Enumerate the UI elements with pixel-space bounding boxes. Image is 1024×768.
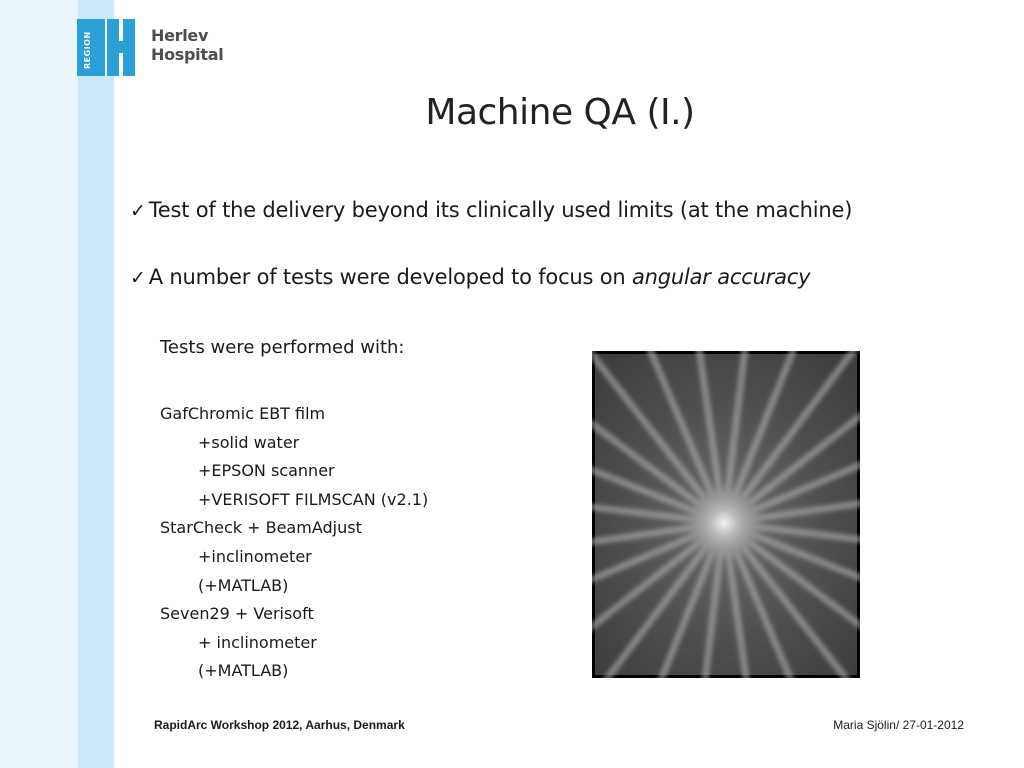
hospital-name bbox=[151, 26, 223, 64]
slide-title: Machine QA (I.) bbox=[425, 92, 695, 133]
bullet-text: Test of the delivery beyond its clinically used limits (at the machine) bbox=[148, 198, 853, 222]
list-item: +EPSON scanner bbox=[198, 461, 335, 481]
background-stripe-medium bbox=[78, 0, 114, 768]
list-item: +inclinometer bbox=[198, 546, 312, 566]
list-item: (+MATLAB) bbox=[198, 661, 289, 681]
list-item: (+MATLAB) bbox=[198, 575, 289, 595]
tests-heading: Tests were performed with: bbox=[160, 337, 405, 358]
footer-author-date: Maria Sjölin/ 27-01-2012 bbox=[833, 718, 964, 732]
list-item: +solid water bbox=[198, 432, 300, 452]
checkmark-icon: ✓ bbox=[130, 200, 146, 222]
tests-list bbox=[160, 400, 428, 686]
region-herlev-hospital-logo bbox=[77, 19, 227, 79]
list-item: Seven29 + Verisoft bbox=[160, 604, 314, 624]
bullet-emphasis: angular accuracy bbox=[631, 265, 811, 289]
bullet-angular-accuracy bbox=[130, 265, 810, 289]
list-item: GafChromic EBT film bbox=[160, 404, 326, 423]
logo-region-text: REGION bbox=[83, 31, 92, 69]
bullet-delivery-limits bbox=[130, 198, 852, 222]
star-shot-film-image bbox=[592, 351, 860, 678]
bullet-text: A number of tests were developed to focus on bbox=[148, 265, 632, 289]
background-stripe-light bbox=[0, 0, 78, 768]
hospital-name-line1: Herlev bbox=[151, 26, 209, 45]
list-item: StarCheck + BeamAdjust bbox=[160, 518, 362, 538]
list-item: + inclinometer bbox=[198, 632, 317, 652]
hospital-name-line2: Hospital bbox=[151, 45, 224, 64]
star-shot-graphic bbox=[592, 351, 860, 678]
list-item: +VERISOFT FILMSCAN (v2.1) bbox=[198, 489, 429, 509]
footer-event: RapidArc Workshop 2012, Aarhus, Denmark bbox=[154, 718, 405, 732]
checkmark-icon: ✓ bbox=[130, 267, 146, 289]
